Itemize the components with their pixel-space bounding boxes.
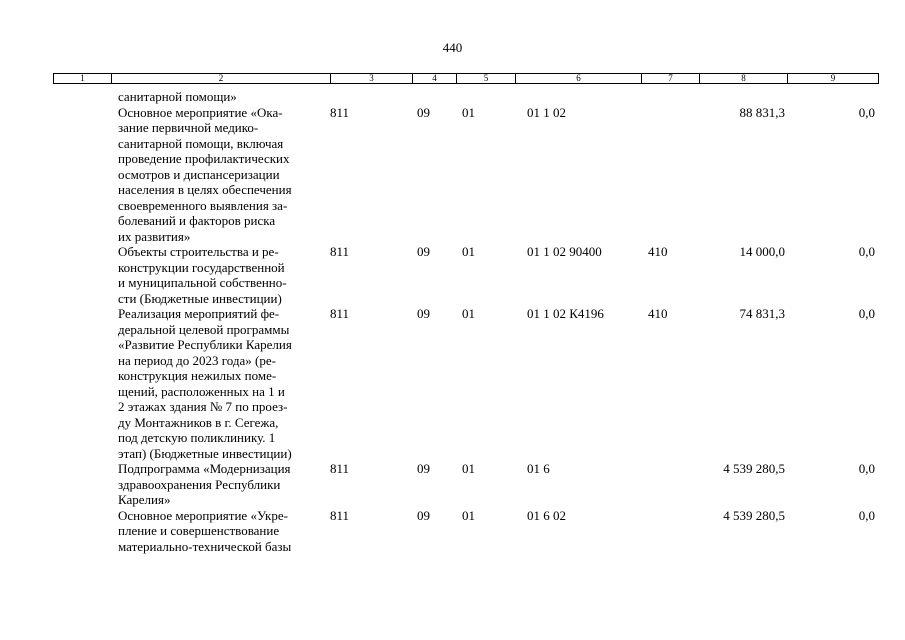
section-code: 09 xyxy=(417,104,430,120)
ministry-code: 811 xyxy=(330,507,350,523)
item-name: санитарной помощи» xyxy=(118,89,237,104)
target-article-code: 01 6 02 xyxy=(527,507,566,523)
table-row xyxy=(0,89,905,105)
table-header xyxy=(53,73,879,84)
column-header: 7 xyxy=(642,74,700,83)
target-article-code: 01 6 xyxy=(527,461,550,476)
column-header: 6 xyxy=(516,74,642,83)
ministry-code: 811 xyxy=(330,104,350,120)
amount: 14 000,0 xyxy=(739,244,785,259)
section-code: 09 xyxy=(417,507,430,523)
section-code: 09 xyxy=(417,306,430,321)
amount: 4 539 280,5 xyxy=(723,461,785,476)
subsection-code: 01 xyxy=(462,461,475,476)
amount-subventions: 0,0 xyxy=(858,507,875,523)
expense-type-code: 410 xyxy=(648,244,668,259)
table-row xyxy=(0,244,905,306)
column-header: 2 xyxy=(112,74,331,83)
table-body xyxy=(0,89,905,554)
column-header: 1 xyxy=(54,74,112,83)
ministry-code: 811 xyxy=(330,244,350,259)
amount-subventions: 0,0 xyxy=(858,244,875,259)
amount: 88 831,3 xyxy=(739,104,785,120)
column-header: 3 xyxy=(331,74,413,83)
expense-type-code: 410 xyxy=(648,306,668,321)
target-article-code: 01 1 02 xyxy=(527,104,566,120)
subsection-code: 01 xyxy=(462,244,475,259)
column-header: 4 xyxy=(413,74,457,83)
item-name: Объекты строительства и ре- конструкции государственной и муниципальной собственно- сти (Бюджетные инвестиции) xyxy=(118,244,287,306)
amount-subventions: 0,0 xyxy=(858,306,875,321)
amount: 4 539 280,5 xyxy=(723,507,785,523)
column-header: 9 xyxy=(830,73,836,83)
column-header: 8 xyxy=(700,74,788,83)
ministry-code: 811 xyxy=(330,461,350,476)
subsection-code: 01 xyxy=(462,306,475,321)
table-row xyxy=(0,508,905,555)
amount: 74 831,3 xyxy=(739,306,785,321)
item-name: Реализация мероприятий фе- деральной целевой программы «Развитие Республики Карелия на период до 2023 года» (ре- конструкция нежилых поме- щений, расположенных на 1 и 2 этажах здания № 7 по проез- ду Монтажников в г. Сегежа, под детскую поликлинику. 1 этап) (Бюджетные инвестиции) xyxy=(118,306,292,461)
item-name: Основное мероприятие «Ока- зание первичной медико- санитарной помощи, включая проведение профилактических осмотров и диспансеризации населения в целях обеспечения своевременного выявления за- болеваний и факторов риска их развития» xyxy=(118,104,292,244)
subsection-code: 01 xyxy=(462,507,475,523)
section-code: 09 xyxy=(417,244,430,259)
section-code: 09 xyxy=(417,461,430,476)
table-row xyxy=(0,306,905,461)
item-name: Основное мероприятие «Укре- пление и совершенствование материально-технической базы xyxy=(118,507,292,554)
target-article-code: 01 1 02 К4196 xyxy=(527,306,604,321)
target-article-code: 01 1 02 90400 xyxy=(527,244,602,259)
column-header: 5 xyxy=(457,74,516,83)
amount-subventions: 0,0 xyxy=(858,461,875,476)
table-row xyxy=(0,105,905,245)
page-number: 440 xyxy=(442,40,463,55)
ministry-code: 811 xyxy=(330,306,350,321)
item-name: Подпрограмма «Модернизация здравоохранения Республики Карелия» xyxy=(118,461,291,507)
table-row xyxy=(0,461,905,508)
subsection-code: 01 xyxy=(462,104,475,120)
amount-subventions: 0,0 xyxy=(858,104,875,120)
